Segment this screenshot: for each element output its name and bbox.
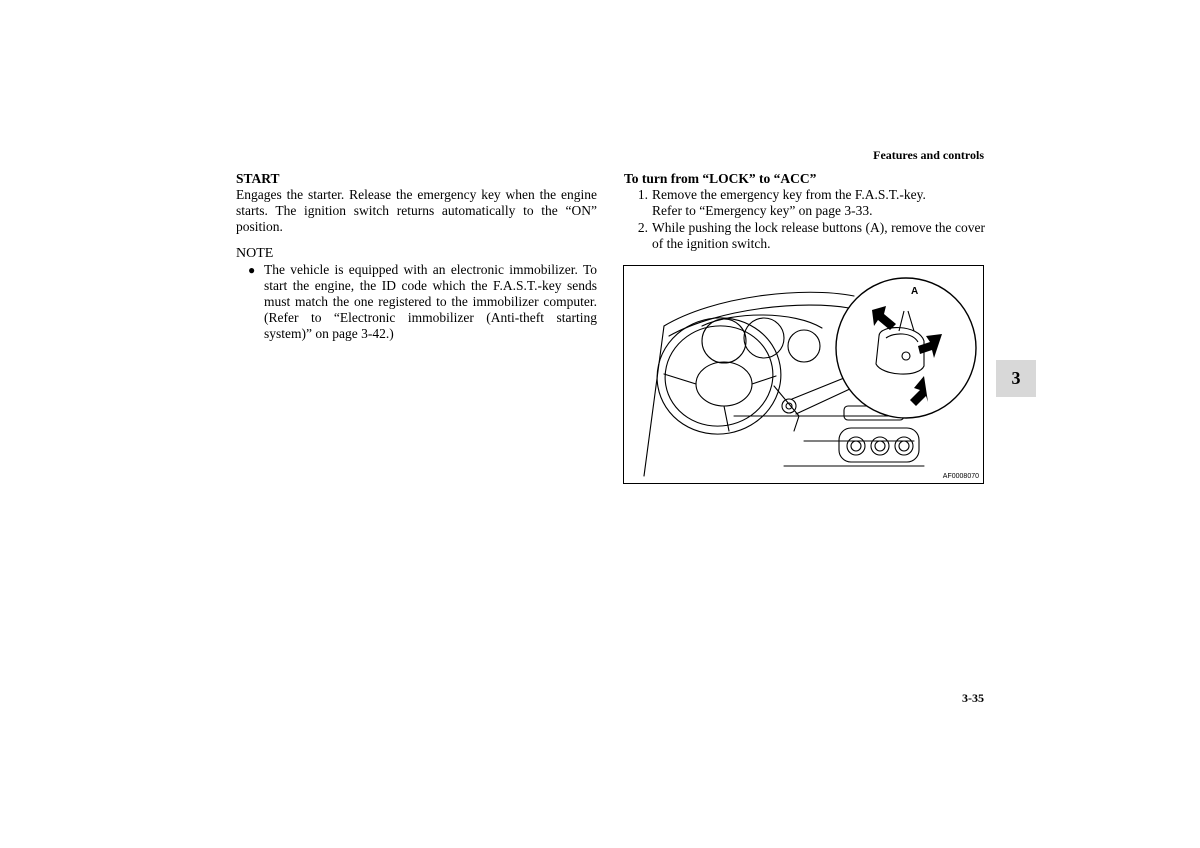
note-bullet-text: The vehicle is equipped with an electronic immobilizer. To start the engine, the ID code which the F.A.S.T.-key sends must match the one registered to the immobilizer computer. (Refer to “Electronic immobilizer (Anti-theft starting system)” on page 3-42.) (264, 262, 597, 341)
right-column (624, 171, 985, 253)
step-text: While pushing the lock release buttons (A), remove the cover of the ignition switch. (652, 220, 985, 251)
step-item (624, 187, 985, 219)
chapter-number: 3 (1011, 368, 1021, 388)
step-reference-text: Refer to “Emergency key” on page 3-33. (652, 203, 873, 218)
step-number: 1. (637, 187, 648, 202)
note-title: NOTE (236, 246, 274, 261)
step-main-text: Remove the emergency key from the F.A.S.T.-key. (652, 187, 926, 202)
ignition-switch-illustration (623, 265, 984, 484)
page-number: 3-35 (962, 691, 984, 705)
step-number: 2. (637, 220, 648, 235)
callout-label-a: A (911, 286, 919, 297)
bullet-icon: ● (248, 263, 256, 277)
chapter-tab (996, 360, 1036, 397)
start-heading: START (236, 171, 280, 186)
dashboard-drawing (624, 266, 983, 483)
step-text (652, 187, 985, 219)
note-bullet (236, 262, 597, 342)
section-title: Features and controls (873, 148, 984, 162)
left-column (236, 171, 597, 342)
procedure-heading: To turn from “LOCK” to “ACC” (624, 171, 817, 186)
step-item (624, 220, 985, 252)
procedure-steps (624, 187, 985, 252)
figure-code: AF0008070 (942, 473, 979, 480)
start-paragraph: Engages the starter. Release the emergency key when the engine starts. The ignition switch returns automatically to the “ON” position. (236, 187, 597, 234)
